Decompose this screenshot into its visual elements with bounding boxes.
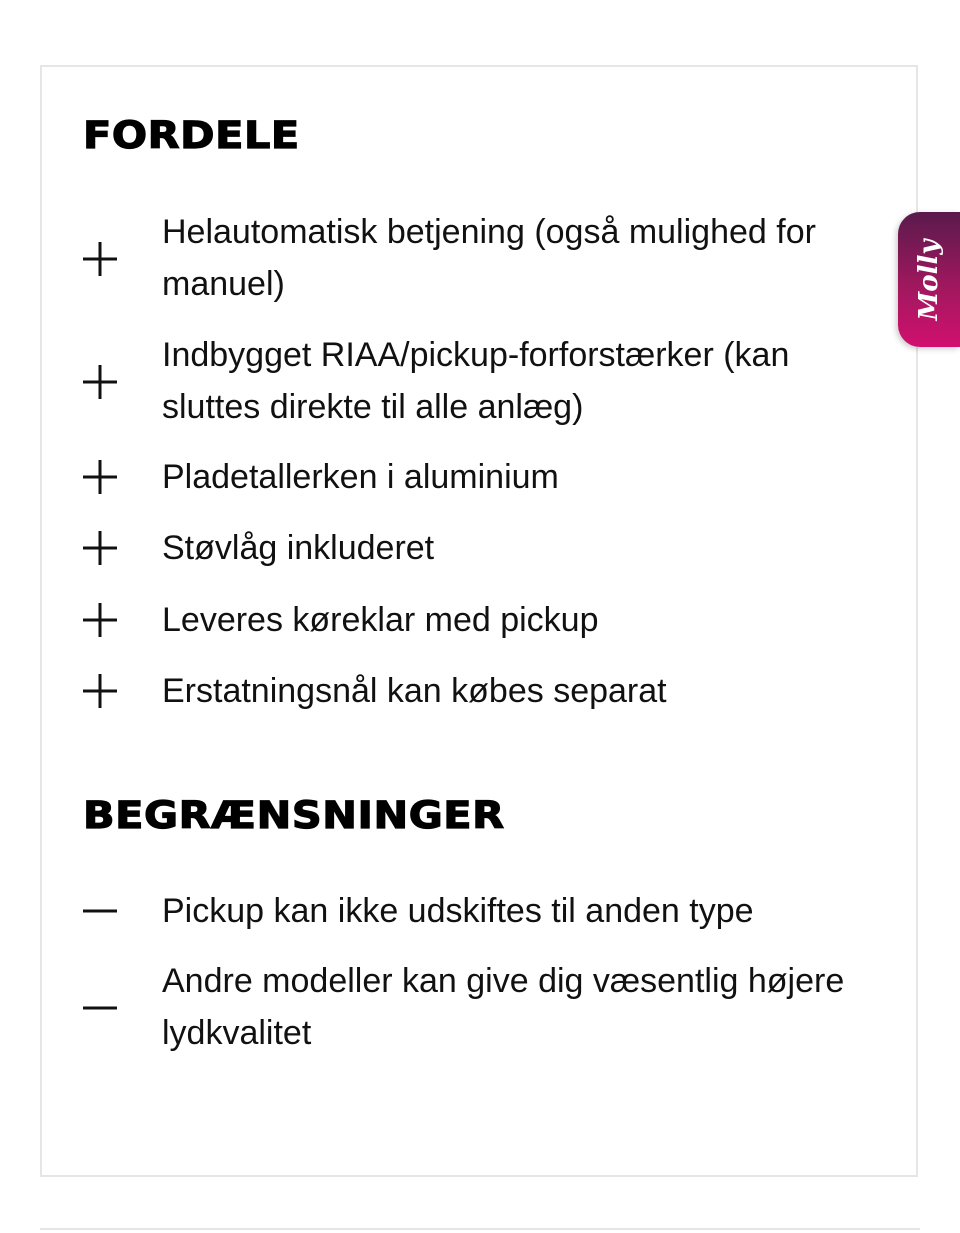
plus-icon (83, 242, 117, 276)
plus-icon (83, 603, 117, 637)
minus-icon (83, 991, 117, 1025)
molly-tab-label: Molly (914, 239, 944, 320)
cons-heading: BEGRÆNSNINGER (83, 794, 505, 837)
pros-item-text: Pladetallerken i aluminium (162, 458, 559, 496)
pros-item-text: Støvlåg inkluderet (162, 529, 435, 567)
cons-item-text: Pickup kan ikke udskiftes til anden type (162, 892, 754, 930)
plus-icon (83, 460, 117, 494)
molly-assistant-tab[interactable] (898, 212, 960, 347)
pros-item-text: Indbygget RIAA/pickup-forforstærker (kan sluttes direkte til alle anlæg) (162, 336, 790, 426)
pros-item-text: Helautomatisk betjening (også mulighed for manuel) (162, 213, 816, 303)
pros-item-text: Erstatningsnål kan købes separat (162, 672, 667, 710)
bottom-divider (40, 1228, 920, 1230)
plus-icon (83, 365, 117, 399)
cons-item-text: Andre modeller kan give dig væsentlig højere lydkvalitet (162, 962, 845, 1052)
pros-item-text: Leveres køreklar med pickup (162, 601, 599, 639)
pros-heading: FORDELE (83, 114, 300, 157)
pros-cons-card (40, 65, 918, 1177)
plus-icon (83, 531, 117, 565)
minus-icon (83, 894, 117, 928)
plus-icon (83, 674, 117, 708)
